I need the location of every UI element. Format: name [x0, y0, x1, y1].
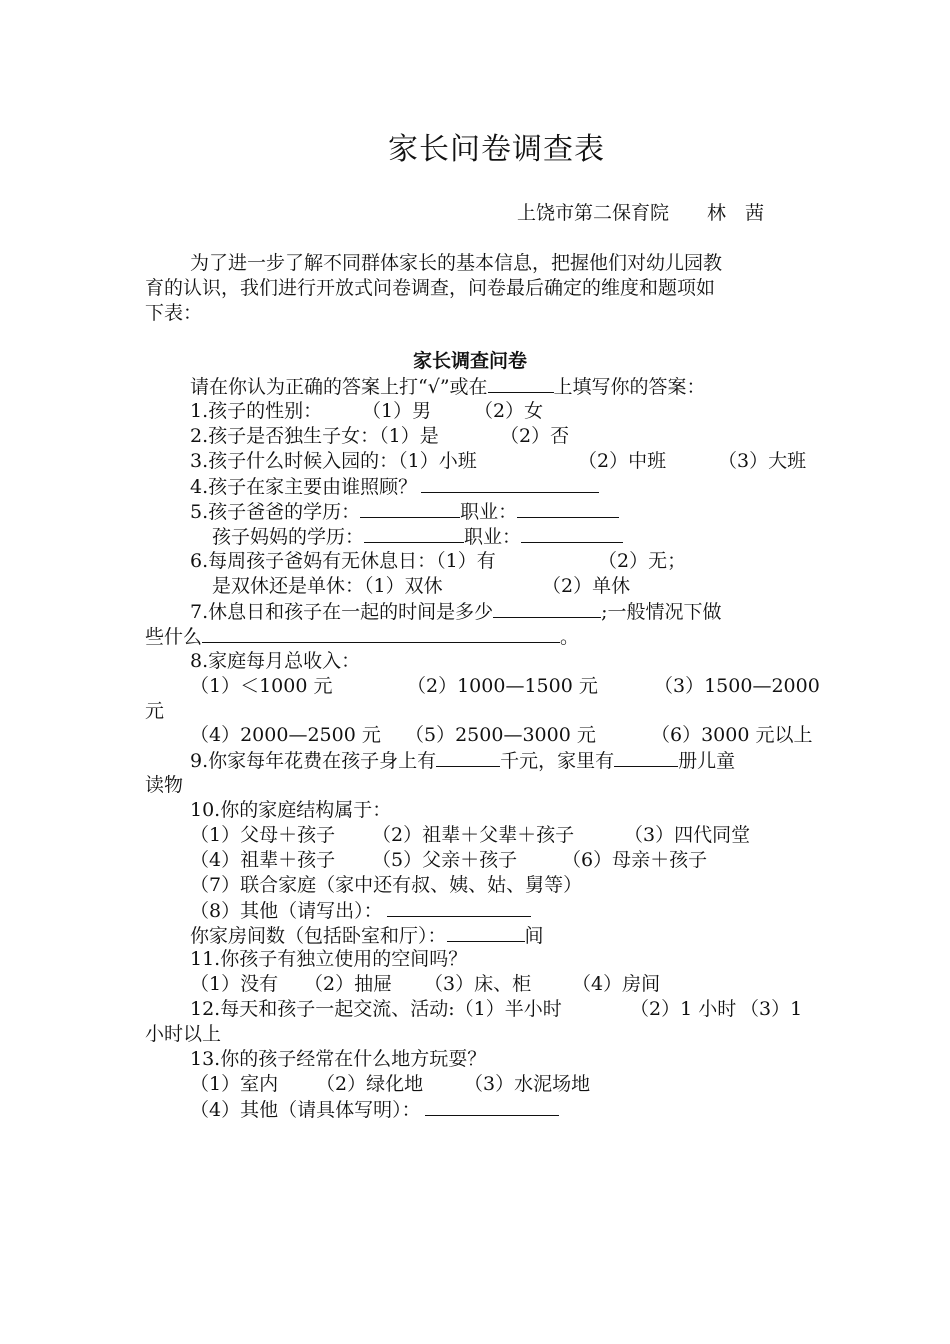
q13-option-4-line	[190, 1097, 559, 1122]
q8-option-2[interactable]: （2）1000—1500 元	[407, 675, 598, 697]
q10-text: 10.你的家庭结构属于：	[190, 799, 392, 821]
author-line: 上饶市第二保育院 林 茜	[517, 202, 765, 224]
q3-option-2[interactable]: （2）中班	[578, 450, 667, 472]
q1-option-2[interactable]: （2）女	[474, 400, 544, 422]
intro-line-2: 育的认识，我们进行开放式问卷调查，问卷最后确定的维度和题项如	[145, 277, 716, 299]
q8-option-6[interactable]: （6）3000 元以上	[651, 724, 813, 746]
q1-text: 1.孩子的性别：	[190, 400, 323, 422]
instruction	[190, 374, 706, 399]
instruction-text-b: 上填写你的答案：	[553, 376, 706, 398]
q12-option-3[interactable]: （3）1	[740, 998, 803, 1020]
q8-option-4[interactable]: （4）2000—2500 元	[190, 724, 381, 746]
q10-option-5[interactable]: （5）父亲＋孩子	[372, 849, 518, 871]
q9-text-b: 千元，家里有	[500, 750, 615, 772]
q9-text-c: 册儿童	[678, 750, 736, 772]
q8-text: 8.家庭每月总收入：	[190, 650, 361, 672]
q4-text: 4.孩子在家主要由谁照顾？	[190, 476, 418, 498]
intro-line-1: 为了进一步了解不同群体家长的基本信息，把握他们对幼儿园教	[190, 252, 723, 274]
q5-mother-job-label: 职业：	[464, 526, 522, 548]
q10-option-6[interactable]: （6）母亲＋孩子	[562, 849, 708, 871]
q9-books-field[interactable]	[614, 748, 678, 767]
q12-option-2[interactable]: （2）1 小时	[630, 998, 737, 1020]
q7-text-d: 。	[560, 626, 580, 648]
q3-text: 3.孩子什么时候入园的：（1）小班	[190, 450, 477, 472]
q5-father-job-field[interactable]	[517, 499, 619, 518]
q3-option-3[interactable]: （3）大班	[718, 450, 807, 472]
q5-mother-edu-label: 孩子妈妈的学历：	[212, 526, 365, 548]
q9-text-d: 读物	[145, 774, 184, 796]
q6-text: 6.每周孩子爸妈有无休息日：（1）有	[190, 550, 496, 572]
q11-option-2[interactable]: （2）抽屉	[304, 973, 393, 995]
page-title: 家长问卷调查表	[388, 132, 605, 167]
q8-option-3[interactable]: （3）1500—2000	[654, 675, 820, 697]
q11-option-3[interactable]: （3）床、柜	[424, 973, 532, 995]
q13-option-2[interactable]: （2）绿化地	[316, 1073, 424, 1095]
q10-option-3[interactable]: （3）四代同堂	[624, 824, 751, 846]
q9-text-a: 9.你家每年花费在孩子身上有	[190, 750, 437, 772]
q10-option-1[interactable]: （1）父母＋孩子	[190, 824, 336, 846]
q8-option-1[interactable]: （1）＜1000 元	[190, 675, 333, 697]
q2-text: 2.孩子是否独生子女：（1）是	[190, 425, 439, 447]
q12-text: 12.每天和孩子一起交流、活动:（1）半小时	[190, 998, 562, 1020]
q7-text-c: 些什么	[145, 626, 203, 648]
q7-line-1	[190, 599, 722, 624]
q13-option-1[interactable]: （1）室内	[190, 1073, 279, 1095]
q10-rooms-label: 你家房间数（包括卧室和厅）：	[190, 925, 447, 947]
questionnaire-title: 家长调查问卷	[413, 350, 528, 372]
q8-option-3-cont: 元	[145, 700, 165, 722]
q12-option-3-cont: 小时以上	[145, 1023, 222, 1045]
q10-rooms-unit: 间	[524, 925, 544, 947]
q10-option-2[interactable]: （2）祖辈＋父辈＋孩子	[372, 824, 575, 846]
q7-text-b: ;一般情况下做	[601, 601, 722, 623]
instruction-text-a: 请在你认为正确的答案上打“√”或在	[190, 376, 488, 398]
q6-sub-option-2[interactable]: （2）单休	[542, 575, 631, 597]
q5-mother-job-field[interactable]	[521, 524, 623, 543]
q10-option-8[interactable]: （8）其他（请写出）：	[190, 900, 383, 922]
q11-text: 11.你孩子有独立使用的空间吗？	[190, 948, 468, 970]
q4-answer-field[interactable]	[421, 474, 599, 493]
intro-line-3: 下表：	[145, 302, 203, 324]
q4-line	[190, 474, 599, 499]
q7-text-a: 7.休息日和孩子在一起的时间是多少	[190, 601, 494, 623]
q10-other-field[interactable]	[387, 898, 531, 917]
q7-time-field[interactable]	[493, 599, 601, 618]
q10-rooms-field[interactable]	[447, 923, 525, 942]
q13-option-3[interactable]: （3）水泥场地	[464, 1073, 591, 1095]
q8-option-5[interactable]: （5）2500—3000 元	[405, 724, 596, 746]
q10-option-4[interactable]: （4）祖辈＋孩子	[190, 849, 336, 871]
q5-father-job-label: 职业：	[460, 501, 518, 523]
q6-sub-text: 是双休还是单休：（1）双休	[212, 575, 443, 597]
q7-line-2	[145, 624, 579, 649]
q6-option-2[interactable]: （2）无；	[598, 550, 687, 572]
q5-mother-edu-field[interactable]	[364, 524, 464, 543]
q9-line-1	[190, 748, 735, 773]
q1-option-1[interactable]: （1）男	[362, 400, 432, 422]
q5-father-line	[190, 499, 619, 524]
q13-option-4[interactable]: （4）其他（请具体写明）：	[190, 1099, 421, 1121]
q7-activity-field[interactable]	[202, 624, 560, 643]
q11-option-4[interactable]: （4）房间	[572, 973, 661, 995]
q9-spending-field[interactable]	[436, 748, 500, 767]
q5-mother-line	[212, 524, 623, 549]
q11-option-1[interactable]: （1）没有	[190, 973, 279, 995]
q5-father-edu-field[interactable]	[360, 499, 460, 518]
q10-option-7[interactable]: （7）联合家庭（家中还有叔、姨、姑、舅等）	[190, 874, 583, 896]
answer-blank	[488, 374, 554, 393]
q2-option-2[interactable]: （2）否	[500, 425, 570, 447]
q10-option-8-line	[190, 898, 531, 923]
q10-rooms-line	[190, 923, 544, 948]
q13-other-field[interactable]	[425, 1097, 559, 1116]
q13-text: 13.你的孩子经常在什么地方玩耍？	[190, 1048, 487, 1070]
q5-father-edu-label: 5.孩子爸爸的学历：	[190, 501, 361, 523]
